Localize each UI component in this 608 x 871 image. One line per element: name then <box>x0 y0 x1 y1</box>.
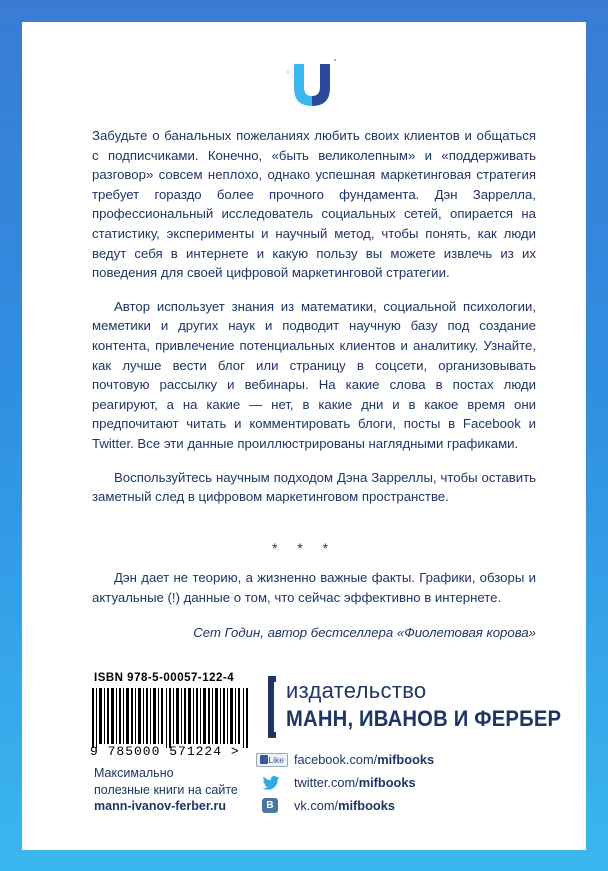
description-paragraph-2: Автор использует знания из математики, социальной психологии, меметики и других наук и подводит научную базу под создание контента, привлечение потенциальных клиентов и аналитику. Узнайте, как лучше вести блог или страницу в соцсети, организовывать почтовую рассылку и вебинары. На какие слова в постах люди реагируют, а на какие — нет, в какие дни и в какое время они предпочитают читать и комментировать блоги, посты в Facebook и Twitter. Все эти данные проиллюстрированы наглядными графиками. <box>92 298 536 451</box>
publisher-label: издательство <box>286 678 427 703</box>
vk-link[interactable] <box>294 798 395 813</box>
twitter-link[interactable] <box>294 775 416 790</box>
description-paragraph-1: Забудьте о банальных пожеланиях любить своих клиентов и общаться с подписчиками. Конечно, «быть великолепным» и «поддерживать разговор» совсем неплохо, однако успешная маркетинговая стратегия требует гораздо более прочного фундамента. Дэн Заррелла, профессиональный исследователь социальных сетей, опирается на статистику, эксперименты и научный метод, чтобы понять, как люди ведут себя в интернете и какую пользу вы можете извлечь из их поведения для своей цифровой маркетинговой стратегии. <box>92 128 536 281</box>
back-cover <box>22 22 586 850</box>
vk-icon[interactable] <box>262 798 278 813</box>
testimonial <box>92 568 536 607</box>
vk-handle: mifbooks <box>338 798 395 813</box>
vk-prefix: vk.com/ <box>294 798 339 813</box>
promo-line-1: Максимально <box>94 766 174 780</box>
section-separator: * * * <box>271 540 337 556</box>
promo-site-link[interactable]: mann-ivanov-ferber.ru <box>94 799 226 813</box>
barcode-digits: 9 785000 571224 > <box>90 744 240 759</box>
twitter-prefix: twitter.com/ <box>294 775 359 790</box>
facebook-handle: mifbooks <box>377 752 435 767</box>
like-badge: Like <box>268 755 284 765</box>
promo-line-2: полезные книги на сайте <box>94 782 238 797</box>
description-paragraph-3: Воспользуйтесь научным подходом Дэна Зарреллы, чтобы оставить заметный след в цифровом маркетинговом пространстве. <box>92 469 536 505</box>
twitter-bird-icon[interactable] <box>262 776 280 790</box>
facebook-link[interactable] <box>294 752 434 767</box>
like-icon[interactable] <box>256 753 288 767</box>
vk-badge: B <box>266 800 274 811</box>
testimonial-text: Дэн дает не теорию, а жизненно важные факты. Графики, обзоры и актуальные (!) данные о том, что сейчас эффективно в интернете. <box>92 570 536 605</box>
publisher-name: МАНН, ИВАНОВ И ФЕРБЕР <box>286 706 562 731</box>
barcode-icon <box>92 688 252 748</box>
publisher-logo-icon <box>282 54 342 114</box>
isbn-label: ISBN 978-5-00057-122-4 <box>94 672 235 684</box>
twitter-handle: mifbooks <box>358 775 416 790</box>
description <box>92 126 536 521</box>
publisher-bracket <box>268 676 276 738</box>
facebook-prefix: facebook.com/ <box>294 752 378 767</box>
testimonial-attribution: Сет Годин, автор бестселлера «Фиолетовая корова» <box>193 625 536 640</box>
